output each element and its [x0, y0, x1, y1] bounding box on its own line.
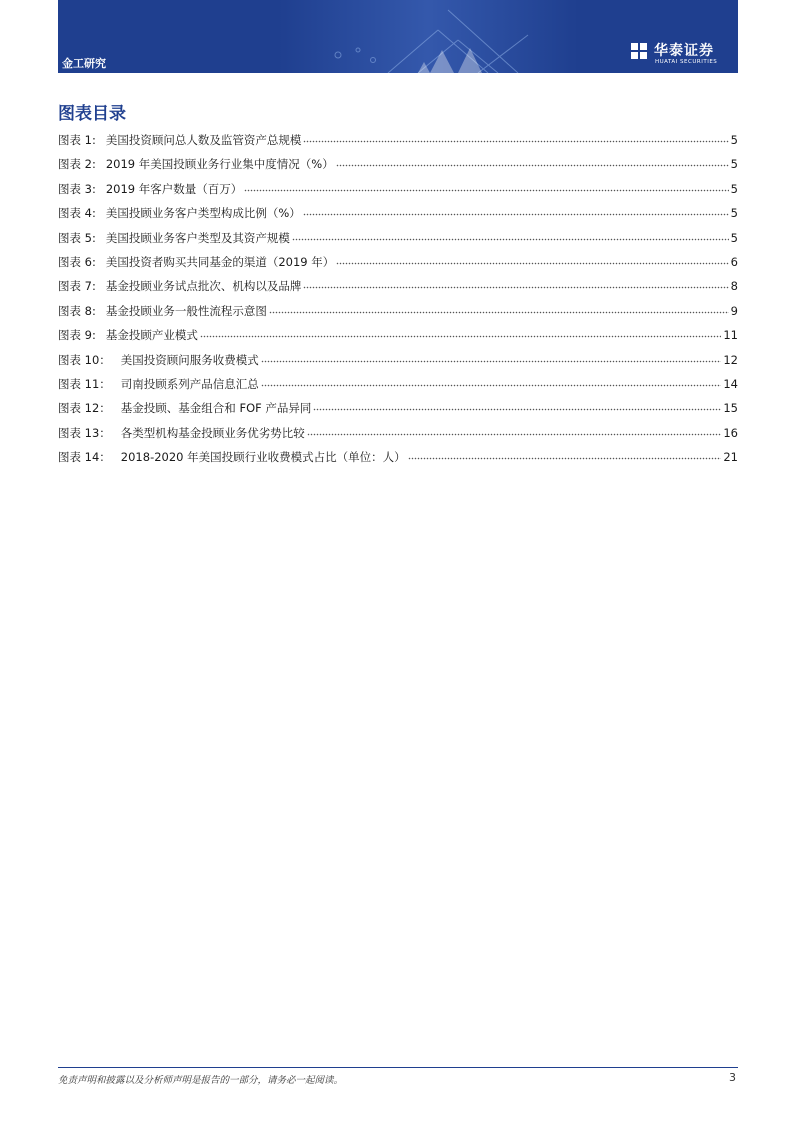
toc-list: [58, 132, 738, 473]
toc-leader-dots: [313, 400, 721, 411]
toc-leader-dots: [303, 278, 728, 289]
toc-leader-dots: [303, 132, 728, 143]
toc-entry-page: 5: [730, 133, 738, 147]
toc-entry[interactable]: [58, 132, 738, 156]
toc-entry-page: 15: [723, 401, 738, 416]
toc-leader-dots: [261, 376, 722, 387]
toc-leader-dots: [336, 254, 728, 265]
toc-entry-page: 12: [723, 352, 738, 367]
toc-entry-text: 美国投顾业务客户类型及其资产规模: [105, 230, 290, 245]
toc-entry[interactable]: [58, 230, 738, 254]
toc-entry-label: 图表 6:: [58, 254, 96, 269]
toc-entry-page: 5: [730, 181, 738, 196]
header-band: [58, 0, 738, 73]
toc-entry[interactable]: [58, 376, 738, 400]
toc-entry-page: 9: [730, 303, 738, 318]
toc-entry[interactable]: [58, 156, 738, 180]
toc-entry[interactable]: [58, 254, 738, 278]
toc-leader-dots: [244, 181, 728, 192]
toc-entry-page: 16: [723, 425, 738, 440]
toc-leader-dots: [269, 303, 729, 314]
logo-name-cn: 华泰证券: [654, 43, 714, 59]
toc-entry-label: 图表 11：: [58, 376, 111, 391]
toc-entry[interactable]: [58, 205, 738, 229]
toc-entry[interactable]: [58, 278, 738, 302]
toc-entry-page: 8: [730, 279, 738, 294]
toc-entry[interactable]: [58, 327, 738, 351]
toc-entry-text: 美国投资顾问总人数及监管资产总规模: [105, 133, 302, 147]
toc-entry-page: 14: [723, 376, 738, 391]
huatai-logo-icon: [628, 40, 650, 62]
toc-entry-label: 图表 2:: [58, 157, 96, 172]
toc-entry-page: 21: [723, 450, 738, 465]
toc-entry-text: 基金投顾业务试点批次、机构以及品牌: [105, 279, 302, 294]
toc-entry-text: 2019 年美国投顾业务行业集中度情况（%）: [105, 157, 334, 172]
toc-entry[interactable]: [58, 181, 738, 205]
logo: [628, 40, 732, 70]
toc-title: 图表目录: [58, 104, 126, 124]
toc-entry-text: 2018-2020 年美国投顾行业收费模式占比（单位：人）: [120, 450, 406, 465]
header-section-title: 金工研究: [62, 57, 106, 70]
toc-entry-label: 图表 9:: [58, 328, 96, 343]
toc-entry[interactable]: [58, 449, 738, 473]
footer-disclaimer: 免责声明和披露以及分析师声明是报告的一部分，请务必一起阅读。: [58, 1075, 344, 1086]
toc-entry-label: 图表 14：: [58, 450, 111, 465]
logo-name-en: HUATAI SECURITIES: [655, 59, 718, 65]
toc-entry-text: 美国投资者购买共同基金的渠道（2019 年）: [105, 254, 335, 269]
toc-entry-page: 6: [730, 254, 738, 269]
toc-leader-dots: [336, 156, 729, 167]
toc-leader-dots: [261, 352, 722, 363]
toc-entry-label: 图表 4:: [58, 206, 96, 221]
toc-entry-label: 图表 10：: [58, 352, 111, 367]
toc-leader-dots: [408, 449, 722, 460]
toc-leader-dots: [307, 425, 722, 436]
toc-entry-label: 图表 7:: [58, 279, 96, 294]
toc-entry-label: 图表 12：: [58, 401, 111, 416]
toc-entry-text: 美国投资顾问服务收费模式: [120, 352, 259, 367]
toc-entry-text: 2019 年客户数量（百万）: [105, 181, 243, 196]
toc-entry-text: 司南投顾系列产品信息汇总: [120, 376, 259, 391]
footer-divider: [58, 1067, 738, 1068]
toc-entry[interactable]: [58, 352, 738, 376]
toc-entry-label: 图表 3:: [58, 181, 96, 196]
page-number: 3: [729, 1071, 736, 1084]
toc-entry-label: 图表 5:: [58, 230, 96, 245]
toc-entry[interactable]: [58, 303, 738, 327]
toc-entry-page: 5: [730, 157, 738, 172]
toc-entry-text: 各类型机构基金投顾业务优劣势比较: [120, 425, 305, 440]
toc-entry-page: 5: [730, 206, 738, 221]
toc-entry-label: 图表 1:: [58, 133, 96, 147]
toc-entry-text: 美国投顾业务客户类型构成比例（%）: [105, 206, 301, 221]
toc-entry-label: 图表 13：: [58, 425, 111, 440]
toc-entry-label: 图表 8:: [58, 303, 96, 318]
toc-leader-dots: [303, 205, 729, 216]
toc-entry[interactable]: [58, 425, 738, 449]
toc-entry-page: 11: [723, 328, 738, 343]
toc-entry-text: 基金投顾业务一般性流程示意图: [105, 303, 267, 318]
toc-entry-text: 基金投顾、基金组合和 FOF 产品异同: [120, 401, 312, 416]
toc-entry-page: 5: [730, 230, 738, 245]
toc-leader-dots: [200, 327, 722, 338]
toc-leader-dots: [292, 230, 729, 241]
toc-entry-text: 基金投顾产业模式: [105, 328, 198, 343]
toc-entry[interactable]: [58, 400, 738, 424]
